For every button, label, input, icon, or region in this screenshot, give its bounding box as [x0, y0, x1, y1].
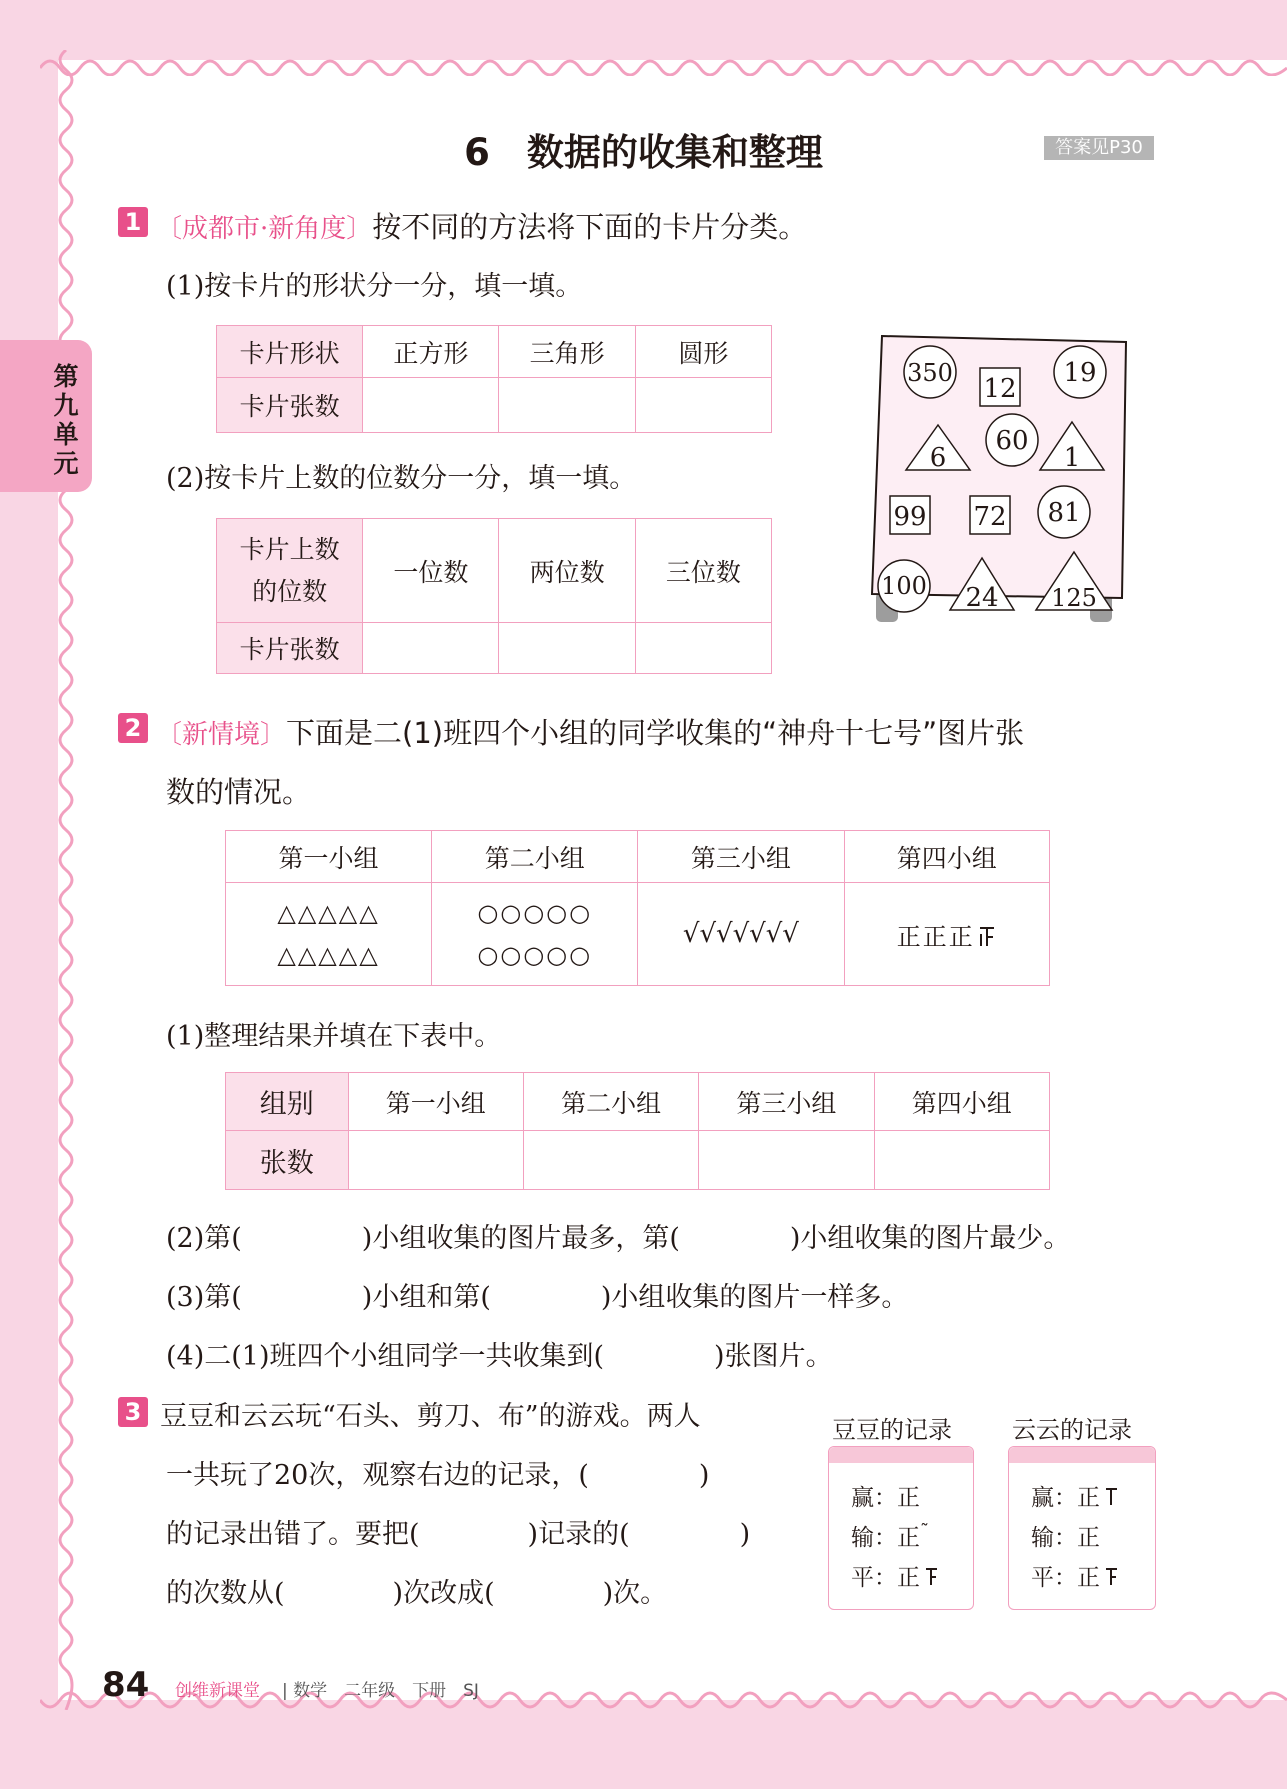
- page-title: 6 数据的收集和整理: [464, 131, 823, 174]
- table-header-cell: 第三小组: [638, 831, 844, 883]
- card-number-350: 350: [907, 359, 953, 387]
- question-2-sub3: [166, 1275, 908, 1314]
- question-3-line2: [166, 1453, 709, 1492]
- table-header-cell: 第一小组: [226, 831, 432, 883]
- table-header-cell: 第二小组: [523, 1073, 698, 1131]
- tally-line: △△△△△: [277, 899, 380, 927]
- partial-zheng-mark: [1103, 1487, 1119, 1507]
- answer-cell[interactable]: [874, 1131, 1049, 1190]
- header-line-2: 的位数: [252, 576, 328, 606]
- text-segment: 一共玩了20次，观察右边的记录，(: [166, 1460, 589, 1491]
- text-segment: 的次数从(: [166, 1578, 285, 1609]
- yunyun-record-card: [1008, 1446, 1156, 1610]
- record-win: [1031, 1479, 1119, 1512]
- answer-cell[interactable]: [523, 1131, 698, 1190]
- question-3-line1: 豆豆和云云玩“石头、剪刀、布”的游戏。两人: [160, 1401, 701, 1432]
- footer-brand: 创维新课堂: [175, 1681, 260, 1701]
- card-number-100: 100: [881, 572, 927, 600]
- table-header-cell: 组别: [226, 1073, 349, 1131]
- card-number-60: 60: [995, 426, 1029, 456]
- record-lose: 输：正: [1031, 1525, 1100, 1551]
- card-number-1: 1: [1063, 443, 1081, 473]
- text-segment: )小组收集的图片一样多。: [600, 1282, 909, 1313]
- unit-side-tab: [0, 340, 92, 492]
- shape-count-table: [216, 325, 772, 433]
- table-header-cell: 卡片形状: [217, 326, 363, 378]
- card-number-81: 81: [1047, 498, 1081, 528]
- answer-cell[interactable]: [699, 1131, 874, 1190]
- wavy-border-top: [40, 46, 1287, 76]
- record-tie-text: 平：正: [851, 1565, 920, 1591]
- text-segment: 的记录出错了。要把(: [166, 1519, 420, 1550]
- table-header-cell: 一位数: [363, 519, 499, 623]
- question-2-sub4: [166, 1334, 833, 1373]
- text-segment: (2)第(: [166, 1223, 242, 1254]
- group-count-table: [225, 1072, 1050, 1190]
- digit-count-table: [216, 518, 772, 674]
- yunyun-record-title: 云云的记录: [1012, 1416, 1132, 1444]
- answer-reference-badge: 答案见P30: [1044, 136, 1154, 160]
- question-3-line4: [166, 1571, 667, 1610]
- page-number: 84: [102, 1665, 150, 1705]
- answer-cell[interactable]: [348, 1131, 523, 1190]
- doudou-record-title: 豆豆的记录: [832, 1416, 952, 1444]
- wavy-border-left: [46, 50, 76, 1710]
- answer-cell[interactable]: [635, 378, 771, 433]
- tally-zheng-text: 正正正: [896, 922, 975, 951]
- table-header-cell: 三位数: [635, 519, 771, 623]
- table-row-label: 张数: [226, 1131, 349, 1190]
- text-segment: ): [739, 1519, 751, 1550]
- question-1-tag: 〔成都市·新角度〕: [156, 214, 373, 244]
- tally-line: △△△△△: [277, 941, 380, 969]
- question-1-sub1: (1)按卡片的形状分一分，填一填。: [166, 271, 583, 302]
- table-header-cell: 圆形: [635, 326, 771, 378]
- partial-zheng-mark: [923, 1567, 939, 1587]
- text-segment: )次。: [602, 1578, 668, 1609]
- text-segment: (3)第(: [166, 1282, 242, 1313]
- table-header-cell: [217, 519, 363, 623]
- table-row-label: 卡片张数: [217, 623, 363, 674]
- question-3-line3: [166, 1512, 750, 1551]
- table-header-cell: 两位数: [499, 519, 635, 623]
- doudou-record-card: [828, 1446, 974, 1610]
- text-segment: )小组和第(: [361, 1282, 491, 1313]
- question-2-tag: 〔新情境〕: [156, 720, 287, 750]
- header-line-1: 卡片上数: [239, 534, 340, 564]
- answer-cell[interactable]: [363, 378, 499, 433]
- partial-zheng-mark: [1103, 1567, 1119, 1587]
- question-2-number: 2: [118, 713, 148, 743]
- tally-circles: [432, 883, 638, 986]
- record-tie-text: 平：正: [1031, 1565, 1100, 1591]
- record-win-text: 赢：正: [1031, 1485, 1100, 1511]
- record-tie: [1031, 1559, 1119, 1592]
- text-segment: )小组收集的图片最少。: [789, 1223, 1071, 1254]
- question-3-number: 3: [118, 1397, 148, 1427]
- answer-cell[interactable]: [499, 623, 635, 674]
- card-number-24: 24: [965, 583, 999, 613]
- question-2-sub2: [166, 1216, 1070, 1255]
- table-header-cell: 第四小组: [874, 1073, 1049, 1131]
- text-segment: )张图片。: [714, 1341, 833, 1372]
- question-2-heading: [156, 711, 1024, 752]
- card-number-19: 19: [1063, 358, 1097, 388]
- record-strip: [829, 1447, 973, 1463]
- table-header-cell: 第一小组: [348, 1073, 523, 1131]
- question-1-number: 1: [118, 207, 148, 237]
- unit-side-tab-label: 第九单元: [53, 362, 79, 478]
- table-header-cell: 三角形: [499, 326, 635, 378]
- record-win: 赢：正: [851, 1485, 920, 1511]
- text-segment: )次改成(: [392, 1578, 495, 1609]
- tally-checks: √√√√√√√: [638, 883, 844, 986]
- tally-triangles: [226, 883, 432, 986]
- card-number-99: 99: [893, 502, 927, 532]
- card-number-12: 12: [983, 374, 1017, 404]
- question-1-text: 按不同的方法将下面的卡片分类。: [372, 210, 808, 244]
- record-strip: [1009, 1447, 1155, 1463]
- card-board-illustration: [868, 330, 1130, 626]
- table-header-cell: 第三小组: [699, 1073, 874, 1131]
- record-lose-text: 输：正: [851, 1525, 920, 1551]
- card-number-125: 125: [1051, 584, 1097, 612]
- table-header-cell: 第二小组: [432, 831, 638, 883]
- card-number-6: 6: [929, 443, 947, 473]
- text-segment: )小组收集的图片最多，第(: [361, 1223, 680, 1254]
- question-2-text-line2: 数的情况。: [166, 775, 312, 809]
- question-1-heading: [156, 205, 807, 246]
- answer-cell[interactable]: [635, 623, 771, 674]
- question-2-sub1: (1)整理结果并填在下表中。: [166, 1021, 502, 1052]
- table-header-cell: 正方形: [363, 326, 499, 378]
- answer-cell[interactable]: [499, 378, 635, 433]
- record-lose: [851, 1519, 929, 1552]
- record-tie: [851, 1559, 939, 1592]
- footer-book-info: | 数学 二年级 下册 SJ: [282, 1681, 479, 1701]
- tally-zheng: [844, 883, 1049, 986]
- group-tally-table: [225, 830, 1050, 986]
- text-segment: )记录的(: [527, 1519, 630, 1550]
- partial-zheng-mark: [977, 926, 997, 948]
- text-segment: (4)二(1)班四个小组同学一共收集到(: [166, 1341, 605, 1372]
- table-row-label: 卡片张数: [217, 378, 363, 433]
- table-header-cell: 第四小组: [844, 831, 1049, 883]
- text-segment: ): [698, 1460, 710, 1491]
- answer-cell[interactable]: [363, 623, 499, 674]
- tally-line: ○○○○○: [477, 899, 593, 927]
- tally-line: ○○○○○: [477, 941, 593, 969]
- card-number-72: 72: [973, 502, 1007, 532]
- question-1-sub2: (2)按卡片上数的位数分一分，填一填。: [166, 463, 637, 494]
- partial-mark: ˜: [920, 1521, 929, 1542]
- question-2-text: 下面是二(1)班四个小组的同学收集的“神舟十七号”图片张: [286, 716, 1025, 750]
